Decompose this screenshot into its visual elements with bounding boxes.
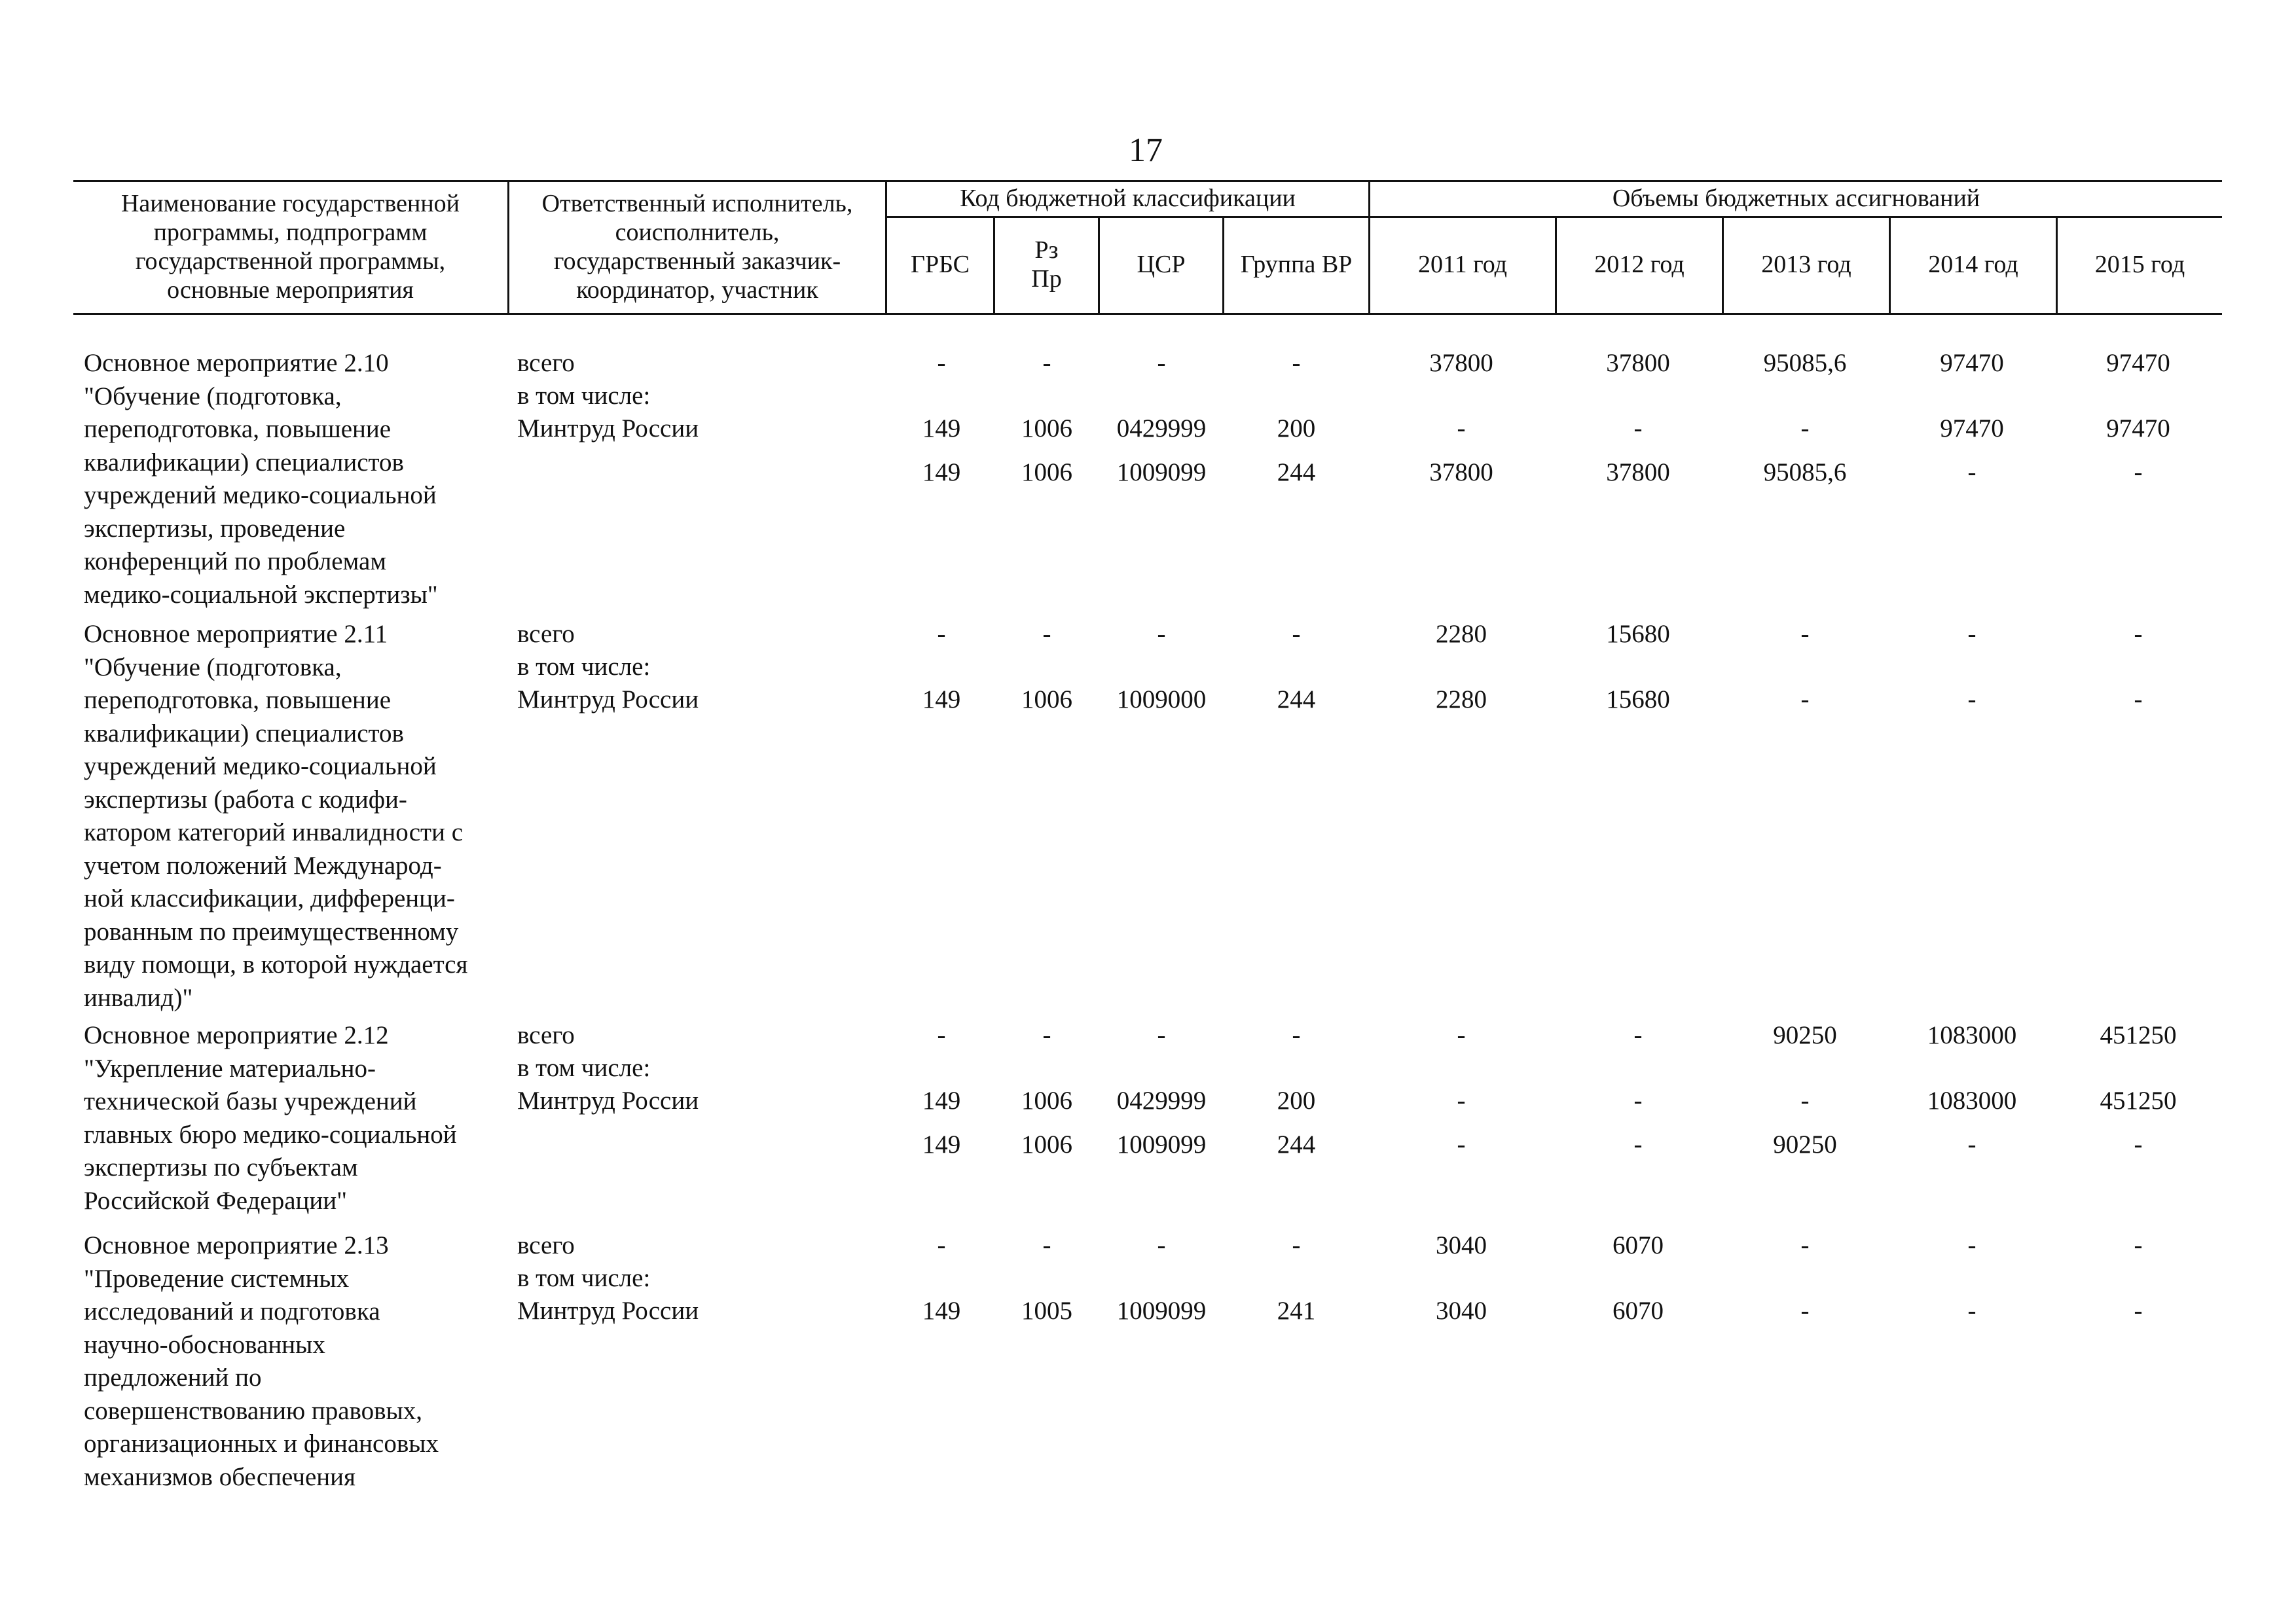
cell-vr: - [1292, 1021, 1301, 1049]
cell-csr: - [1157, 620, 1166, 648]
executor-label: всего [517, 1231, 575, 1259]
cell-y2012: 6070 [1613, 1297, 1664, 1325]
cell-csr: - [1157, 349, 1166, 377]
cell-y2014: - [1967, 1231, 1977, 1259]
cell-rzpr: - [1042, 620, 1051, 648]
cell-y2012: - [1633, 414, 1643, 442]
cell-y2012: - [1633, 1021, 1643, 1049]
header-executor-line: Ответственный исполнитель, [541, 189, 853, 217]
program-name-line: учетом положений Международ- [84, 851, 442, 880]
header-program-name-line: государственной программы, [135, 247, 446, 275]
header-budget-code-group: Код бюджетной классификации [960, 184, 1296, 212]
cell-rzpr: 1006 [1021, 458, 1072, 486]
cell-vr: 244 [1277, 1130, 1316, 1159]
program-name-line: инвалид)" [84, 983, 193, 1012]
cell-y2012: - [1633, 1130, 1643, 1159]
cell-grbs: - [937, 1231, 946, 1259]
cell-grbs: 149 [922, 414, 961, 442]
program-name-line: рованным по преимущественному [84, 917, 459, 946]
cell-y2015: - [2134, 1130, 2143, 1159]
header-csr: ЦСР [1137, 251, 1186, 278]
program-name-line: экспертизы по субъектам [84, 1153, 358, 1182]
program-name-line: квалификации) специалистов [84, 719, 404, 748]
header-executor-line: соисполнитель, [615, 218, 780, 246]
program-name-line: "Укрепление материально- [84, 1054, 376, 1083]
cell-y2013: 90250 [1773, 1130, 1837, 1159]
cell-vr: 241 [1277, 1297, 1316, 1325]
program-name-line: конференций по проблемам [84, 547, 387, 575]
cell-csr: 1009099 [1116, 458, 1207, 486]
cell-y2014: 1083000 [1927, 1021, 2017, 1049]
header-year-2013: 2013 год [1761, 251, 1851, 278]
cell-y2011: - [1457, 1087, 1466, 1115]
program-name-line: Основное мероприятие 2.11 [84, 620, 388, 648]
cell-y2011: 2280 [1436, 685, 1487, 713]
program-name-line: "Обучение (подготовка, [84, 382, 342, 410]
header-year-2015: 2015 год [2094, 251, 2185, 278]
cell-y2012: 37800 [1606, 458, 1670, 486]
program-name-line: ной классификации, дифференци- [84, 884, 455, 912]
executor-label: Минтруд России [517, 1297, 699, 1325]
cell-y2013: - [1800, 1297, 1810, 1325]
program-name-line: исследований и подготовка [84, 1297, 380, 1326]
cell-y2011: - [1457, 1130, 1466, 1159]
program-name-line: совершенствованию правовых, [84, 1396, 423, 1425]
header-year-2011: 2011 год [1418, 251, 1507, 278]
executor-label: Минтруд России [517, 685, 699, 713]
cell-grbs: 149 [922, 1087, 961, 1115]
cell-rzpr: 1006 [1021, 685, 1072, 713]
header-bottom-rule [73, 313, 2222, 315]
cell-grbs: - [937, 349, 946, 377]
cell-y2013: - [1800, 1087, 1810, 1115]
cell-csr: 1009099 [1116, 1297, 1207, 1325]
program-name-line: Основное мероприятие 2.10 [84, 349, 389, 377]
cell-vr: 200 [1277, 1087, 1316, 1115]
program-name-line: переподготовка, повышение [84, 686, 392, 714]
cell-grbs: 149 [922, 685, 961, 713]
executor-label: Минтруд России [517, 1087, 699, 1115]
cell-y2014: 1083000 [1927, 1087, 2017, 1115]
cell-y2015: 451250 [2100, 1087, 2177, 1115]
cell-y2011: 37800 [1429, 349, 1493, 377]
cell-vr: 244 [1277, 685, 1316, 713]
program-name-line: виду помощи, в которой нуждается [84, 950, 468, 979]
executor-label: в том числе: [517, 382, 651, 410]
cell-rzpr: - [1042, 349, 1051, 377]
cell-rzpr: 1006 [1021, 1087, 1072, 1115]
program-name-line: экспертизы, проведение [84, 514, 346, 543]
cell-vr: 244 [1277, 458, 1316, 486]
cell-rzpr: - [1042, 1231, 1051, 1259]
header-rz-pr [995, 216, 1098, 313]
cell-rzpr: 1005 [1021, 1297, 1072, 1325]
header-year-2012: 2012 год [1594, 251, 1685, 278]
cell-y2015: 451250 [2100, 1021, 2177, 1049]
cell-csr: - [1157, 1231, 1166, 1259]
program-name-line: "Обучение (подготовка, [84, 653, 342, 681]
cell-y2013: - [1800, 685, 1810, 713]
cell-rzpr: 1006 [1021, 414, 1072, 442]
cell-y2011: 3040 [1436, 1231, 1487, 1259]
header-grbs: ГРБС [910, 251, 970, 278]
cell-csr: 0429999 [1116, 414, 1207, 442]
program-name-line: квалификации) специалистов [84, 448, 404, 477]
program-name-line: научно-обоснованных [84, 1330, 325, 1359]
cell-y2011: - [1457, 414, 1466, 442]
header-rz: Рз [1034, 236, 1059, 264]
cell-y2014: - [1967, 1130, 1977, 1159]
cell-y2015: 97470 [2106, 414, 2170, 442]
cell-y2013: 95085,6 [1763, 458, 1847, 486]
program-name-line: учреждений медико-социальной [84, 481, 437, 509]
header-executor [509, 180, 885, 313]
program-name-line: Основное мероприятие 2.12 [84, 1021, 389, 1049]
cell-y2013: - [1800, 414, 1810, 442]
cell-y2014: - [1967, 620, 1977, 648]
header-program-name-line: программы, подпрограмм [153, 218, 428, 246]
cell-y2015: - [2134, 620, 2143, 648]
cell-y2015: - [2134, 685, 2143, 713]
cell-y2012: 6070 [1613, 1231, 1664, 1259]
executor-label: всего [517, 1021, 575, 1049]
header-pr: Пр [1031, 265, 1062, 293]
cell-y2011: 37800 [1429, 458, 1493, 486]
page-number: 17 [1129, 132, 1163, 169]
program-name-line: Российской Федерации" [84, 1186, 348, 1215]
cell-grbs: - [937, 1021, 946, 1049]
executor-label: всего [517, 620, 575, 648]
program-name-line: Основное мероприятие 2.13 [84, 1231, 389, 1259]
cell-y2015: 97470 [2106, 349, 2170, 377]
cell-y2014: - [1967, 685, 1977, 713]
cell-csr: 1009099 [1116, 1130, 1207, 1159]
cell-y2015: - [2134, 1297, 2143, 1325]
cell-y2015: - [2134, 1231, 2143, 1259]
cell-csr: - [1157, 1021, 1166, 1049]
program-name-line: технической базы учреждений [84, 1087, 417, 1115]
cell-csr: 0429999 [1116, 1087, 1207, 1115]
header-volumes-group: Объемы бюджетных ассигнований [1612, 184, 1980, 212]
header-executor-line: государственный заказчик- [553, 247, 841, 275]
cell-y2012: - [1633, 1087, 1643, 1115]
header-group-vr: Группа ВР [1240, 251, 1353, 278]
executor-label: в том числе: [517, 653, 651, 681]
cell-y2011: 3040 [1436, 1297, 1487, 1325]
cell-y2014: 97470 [1940, 414, 2004, 442]
cell-rzpr: 1006 [1021, 1130, 1072, 1159]
cell-y2012: 15680 [1606, 620, 1670, 648]
cell-vr: - [1292, 620, 1301, 648]
header-program-name-line: Наименование государственной [120, 189, 460, 217]
program-name-line: предложений по [84, 1363, 262, 1392]
executor-label: в том числе: [517, 1264, 651, 1292]
program-name-line: экспертизы (работа с кодифи- [84, 785, 407, 814]
cell-y2012: 15680 [1606, 685, 1670, 713]
cell-y2011: 2280 [1436, 620, 1487, 648]
cell-y2014: - [1967, 458, 1977, 486]
program-name-line: "Проведение системных [84, 1264, 350, 1293]
program-name-line: катором категорий инвалидности с [84, 818, 464, 846]
cell-vr: - [1292, 1231, 1301, 1259]
cell-y2013: - [1800, 620, 1810, 648]
cell-vr: 200 [1277, 414, 1316, 442]
header-year-2014: 2014 год [1928, 251, 2018, 278]
cell-y2015: - [2134, 458, 2143, 486]
cell-y2014: - [1967, 1297, 1977, 1325]
cell-y2013: - [1800, 1231, 1810, 1259]
program-name-line: учреждений медико-социальной [84, 752, 437, 780]
header-program-name [73, 180, 507, 313]
executor-label: в том числе: [517, 1054, 651, 1082]
cell-csr: 1009000 [1116, 685, 1207, 713]
program-name-line: механизмов обеспечения [84, 1462, 355, 1491]
cell-grbs: - [937, 620, 946, 648]
cell-y2013: 95085,6 [1763, 349, 1847, 377]
header-executor-line: координатор, участник [576, 276, 818, 304]
program-name-line: главных бюро медико-социальной [84, 1120, 457, 1149]
cell-grbs: 149 [922, 458, 961, 486]
cell-y2011: - [1457, 1021, 1466, 1049]
cell-grbs: 149 [922, 1297, 961, 1325]
cell-rzpr: - [1042, 1021, 1051, 1049]
header-program-name-line: основные мероприятия [167, 276, 414, 304]
executor-label: всего [517, 349, 575, 377]
program-name-line: переподготовка, повышение [84, 415, 392, 443]
cell-y2013: 90250 [1773, 1021, 1837, 1049]
cell-grbs: 149 [922, 1130, 961, 1159]
cell-vr: - [1292, 349, 1301, 377]
cell-y2014: 97470 [1940, 349, 2004, 377]
program-name-line: медико-социальной экспертизы" [84, 580, 438, 609]
program-name-line: организационных и финансовых [84, 1430, 439, 1458]
executor-label: Минтруд России [517, 414, 699, 442]
cell-y2012: 37800 [1606, 349, 1670, 377]
